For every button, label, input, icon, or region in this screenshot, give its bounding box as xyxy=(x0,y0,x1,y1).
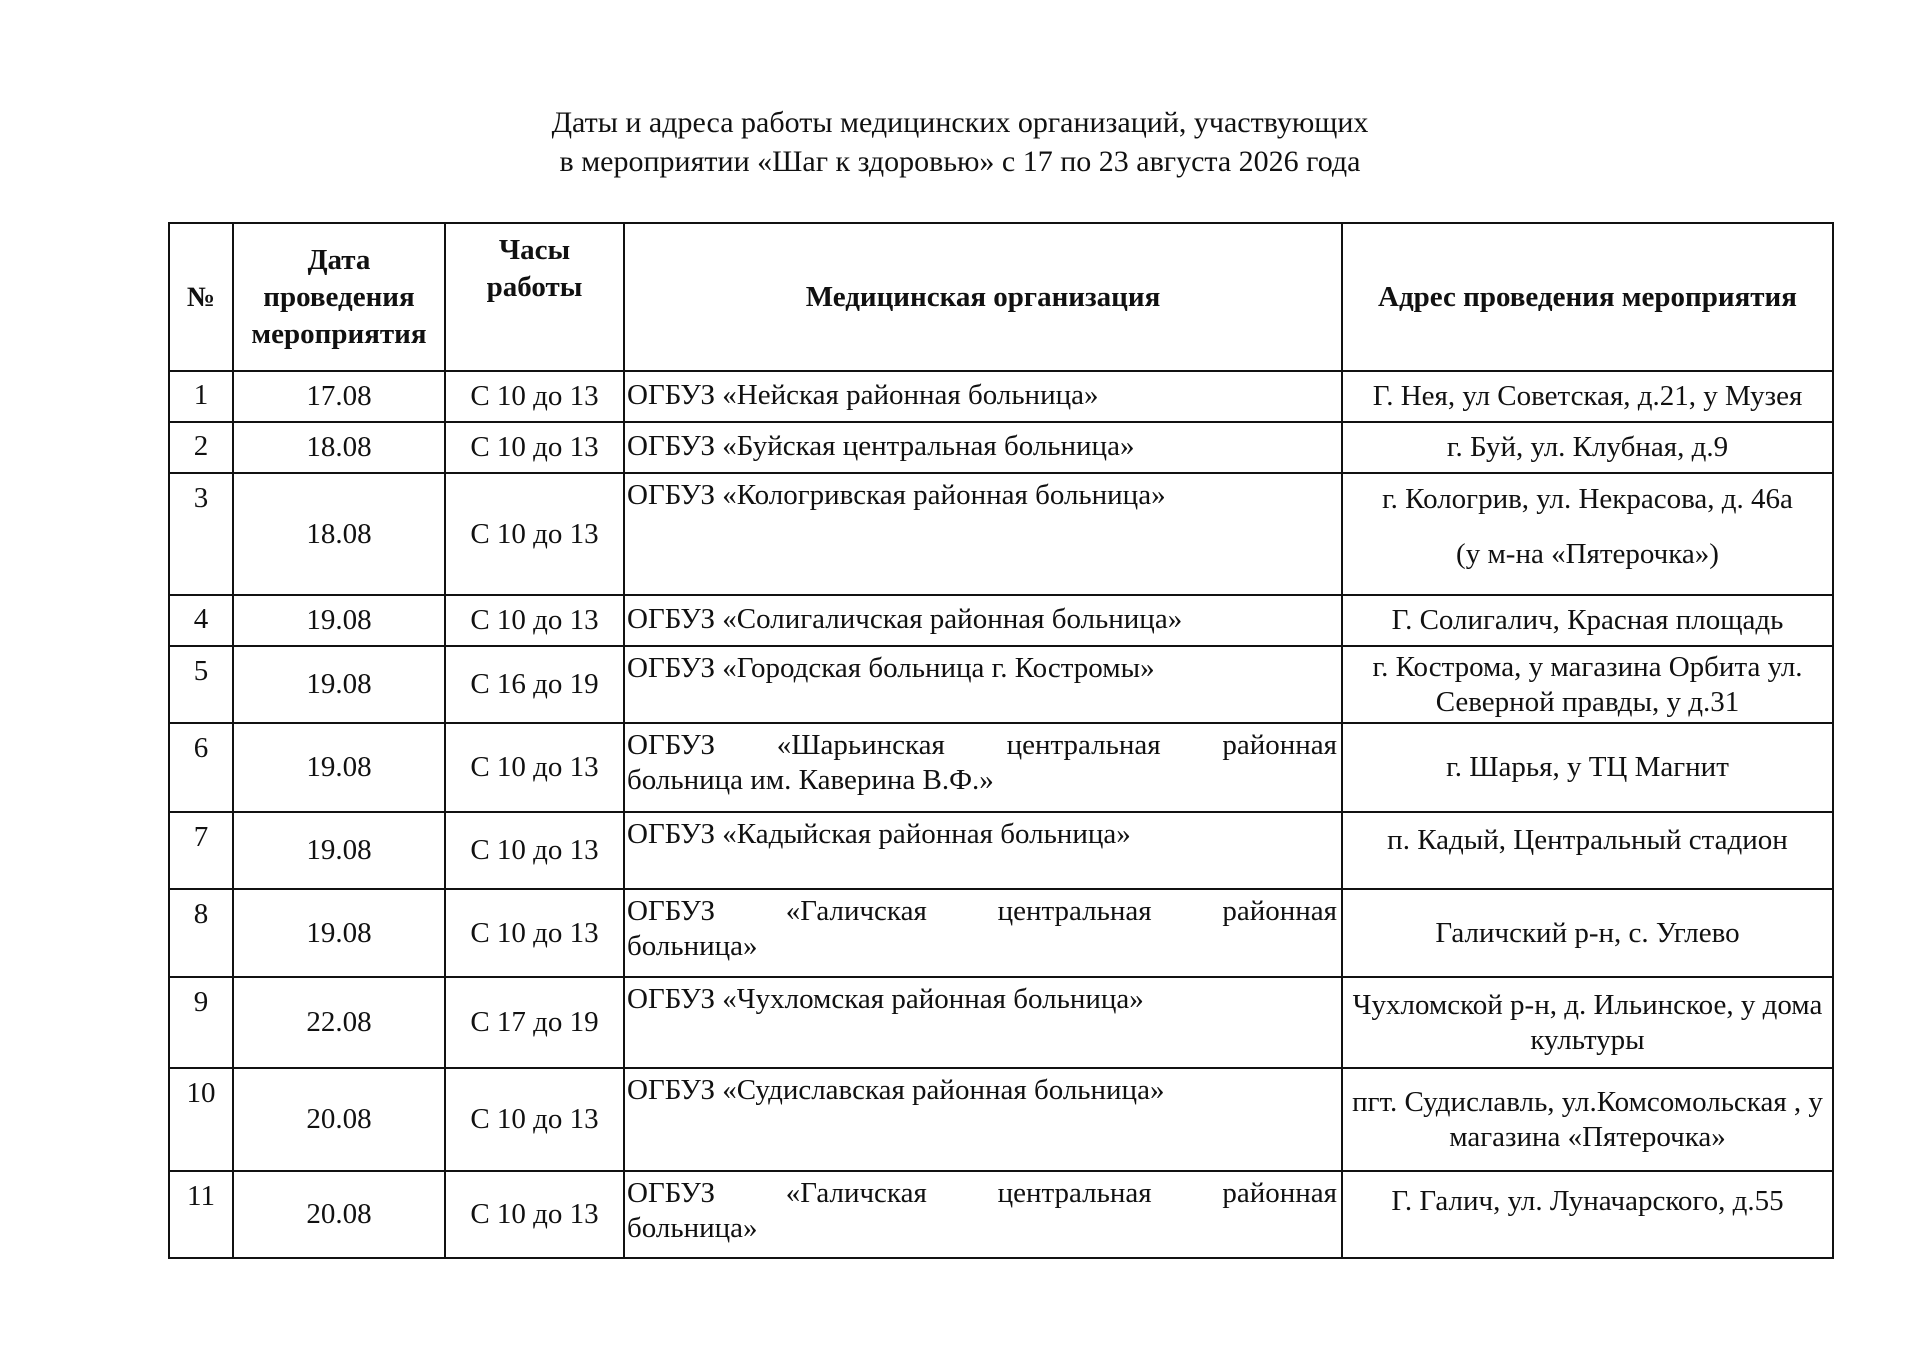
document-title xyxy=(0,103,1920,181)
header-num: № xyxy=(169,223,233,371)
row-num: 1 xyxy=(169,371,233,422)
row-num: 6 xyxy=(169,723,233,812)
table-row xyxy=(169,422,1833,473)
row-hours: С 10 до 13 xyxy=(445,371,624,422)
row-address: Галичский р-н, с. Углево xyxy=(1342,889,1833,977)
row-date: 19.08 xyxy=(233,812,445,889)
row-hours: С 10 до 13 xyxy=(445,812,624,889)
table-row xyxy=(169,812,1833,889)
table-row xyxy=(169,1068,1833,1171)
row-org-line-2: больница им. Каверина В.Ф.» xyxy=(627,764,994,796)
row-org-line-1: ОГБУЗ «Галичская центральная районная xyxy=(627,895,1337,927)
row-num: 9 xyxy=(169,977,233,1068)
table-row xyxy=(169,473,1833,595)
row-hours: С 10 до 13 xyxy=(445,595,624,646)
row-address-line-2: (у м-на «Пятерочка») xyxy=(1456,538,1719,570)
row-address: пгт. Судиславль, ул.Комсомольская , у магазина «Пятерочка» xyxy=(1342,1068,1833,1171)
row-date: 18.08 xyxy=(233,422,445,473)
table-row xyxy=(169,889,1833,977)
row-org-line-1: ОГБУЗ «Галичская центральная районная xyxy=(627,1177,1337,1209)
row-hours: С 16 до 19 xyxy=(445,646,624,723)
row-hours: С 10 до 13 xyxy=(445,723,624,812)
row-date: 19.08 xyxy=(233,889,445,977)
row-org xyxy=(624,723,1342,812)
row-num: 4 xyxy=(169,595,233,646)
header-hours: Часы работы xyxy=(445,223,624,371)
row-address: г. Кострома, у магазина Орбита ул. Северной правды, у д.31 xyxy=(1342,646,1833,723)
row-address: Г. Нея, ул Советская, д.21, у Музея xyxy=(1342,371,1833,422)
row-hours: С 10 до 13 xyxy=(445,889,624,977)
table-row xyxy=(169,595,1833,646)
schedule-table xyxy=(168,222,1834,1259)
table-row xyxy=(169,723,1833,812)
row-hours: С 10 до 13 xyxy=(445,1171,624,1258)
row-org-line-2: больница» xyxy=(627,1212,758,1244)
table-row xyxy=(169,977,1833,1068)
row-address: г. Шарья, у ТЦ Магнит xyxy=(1342,723,1833,812)
table-row xyxy=(169,646,1833,723)
row-num: 8 xyxy=(169,889,233,977)
row-date: 20.08 xyxy=(233,1171,445,1258)
row-org: ОГБУЗ «Кадыйская районная больница» xyxy=(624,812,1342,889)
table-row xyxy=(169,371,1833,422)
row-org xyxy=(624,889,1342,977)
row-hours: С 10 до 13 xyxy=(445,473,624,595)
row-address: п. Кадый, Центральный стадион xyxy=(1342,812,1833,889)
row-org: ОГБУЗ «Городская больница г. Костромы» xyxy=(624,646,1342,723)
row-date: 18.08 xyxy=(233,473,445,595)
title-line-2: в мероприятии «Шаг к здоровью» с 17 по 23 августа 2026 года xyxy=(559,145,1361,178)
row-num: 5 xyxy=(169,646,233,723)
table-header-row xyxy=(169,223,1833,371)
row-address: Чухломской р-н, д. Ильинское, у дома культуры xyxy=(1342,977,1833,1068)
row-org-line-1: ОГБУЗ «Шарьинская центральная районная xyxy=(627,729,1337,761)
title-line-1: Даты и адреса работы медицинских организаций, участвующих xyxy=(551,106,1369,139)
header-address: Адрес проведения мероприятия xyxy=(1342,223,1833,371)
row-num: 10 xyxy=(169,1068,233,1171)
row-address xyxy=(1342,473,1833,595)
row-address: Г. Солигалич, Красная площадь xyxy=(1342,595,1833,646)
row-date: 22.08 xyxy=(233,977,445,1068)
row-org xyxy=(624,1171,1342,1258)
header-date: Дата проведения мероприятия xyxy=(233,223,445,371)
row-num: 2 xyxy=(169,422,233,473)
row-org-line-2: больница» xyxy=(627,930,758,962)
row-date: 20.08 xyxy=(233,1068,445,1171)
row-date: 19.08 xyxy=(233,646,445,723)
row-num: 3 xyxy=(169,473,233,595)
row-date: 19.08 xyxy=(233,723,445,812)
row-date: 19.08 xyxy=(233,595,445,646)
row-num: 11 xyxy=(169,1171,233,1258)
row-org: ОГБУЗ «Нейская районная больница» xyxy=(624,371,1342,422)
header-org: Медицинская организация xyxy=(624,223,1342,371)
row-address: г. Буй, ул. Клубная, д.9 xyxy=(1342,422,1833,473)
row-address: Г. Галич, ул. Луначарского, д.55 xyxy=(1342,1171,1833,1258)
row-org: ОГБУЗ «Судиславская районная больница» xyxy=(624,1068,1342,1171)
row-org: ОГБУЗ «Буйская центральная больница» xyxy=(624,422,1342,473)
row-org: ОГБУЗ «Кологривская районная больница» xyxy=(624,473,1342,595)
row-num: 7 xyxy=(169,812,233,889)
row-org: ОГБУЗ «Чухломская районная больница» xyxy=(624,977,1342,1068)
row-address-line-1: г. Кологрив, ул. Некрасова, д. 46а xyxy=(1382,483,1793,515)
row-org: ОГБУЗ «Солигаличская районная больница» xyxy=(624,595,1342,646)
table-row xyxy=(169,1171,1833,1258)
row-hours: С 10 до 13 xyxy=(445,422,624,473)
row-hours: С 17 до 19 xyxy=(445,977,624,1068)
row-date: 17.08 xyxy=(233,371,445,422)
row-hours: С 10 до 13 xyxy=(445,1068,624,1171)
